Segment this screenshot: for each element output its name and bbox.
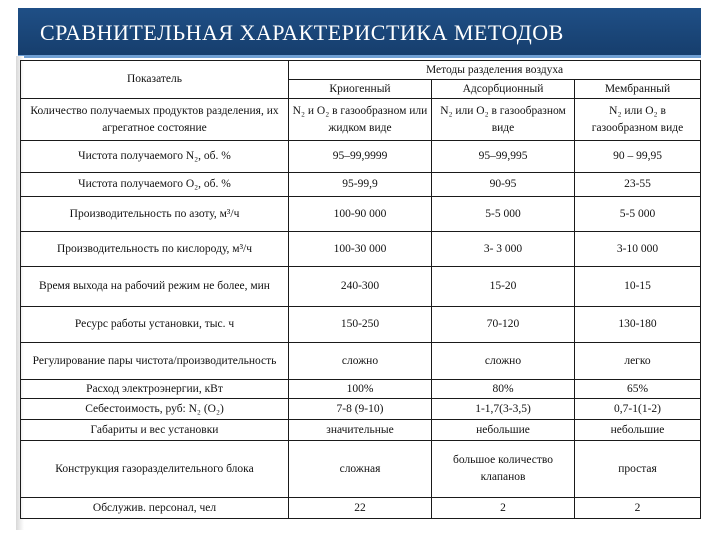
table-row <box>21 141 701 173</box>
row-adsorption: небольшие <box>432 420 575 441</box>
row-property: Чистота получаемого N₂, об. % <box>21 141 289 173</box>
row-property: Производительность по кислороду, м³/ч <box>21 232 289 267</box>
row-cryogenic: N₂ и O₂ в газообразном или жидком виде <box>289 99 432 141</box>
row-membrane: 65% <box>575 380 701 399</box>
row-cryogenic: значительные <box>289 420 432 441</box>
table-row <box>21 399 701 420</box>
table-row <box>21 197 701 232</box>
row-property: Производительность по азоту, м³/ч <box>21 197 289 232</box>
row-membrane: простая <box>575 441 701 498</box>
row-cryogenic: 100-30 000 <box>289 232 432 267</box>
row-cryogenic: 100-90 000 <box>289 197 432 232</box>
row-property: Чистота получаемого O₂, об. % <box>21 173 289 197</box>
table-row <box>21 441 701 498</box>
row-membrane: 2 <box>575 498 701 519</box>
row-property: Ресурс работы установки, тыс. ч <box>21 307 289 343</box>
row-adsorption: 70-120 <box>432 307 575 343</box>
row-adsorption: 80% <box>432 380 575 399</box>
row-property: Себестоимость, руб: N₂ (O₂) <box>21 399 289 420</box>
row-adsorption: 5-5 000 <box>432 197 575 232</box>
header-methods-group: Методы разделения воздуха <box>289 61 701 80</box>
row-membrane: 0,7-1(1-2) <box>575 399 701 420</box>
row-membrane: 3-10 000 <box>575 232 701 267</box>
table-row <box>21 307 701 343</box>
table-row <box>21 99 701 141</box>
table-row <box>21 267 701 307</box>
table-row <box>21 232 701 267</box>
row-cryogenic: сложно <box>289 343 432 380</box>
row-adsorption: 90-95 <box>432 173 575 197</box>
row-property: Регулирование пары чистота/производительность <box>21 343 289 380</box>
table-row <box>21 380 701 399</box>
row-adsorption: 2 <box>432 498 575 519</box>
table-row <box>21 420 701 441</box>
row-membrane: 5-5 000 <box>575 197 701 232</box>
row-membrane: небольшие <box>575 420 701 441</box>
header-property: Показатель <box>21 61 289 99</box>
row-cryogenic: 95-99,9 <box>289 173 432 197</box>
table-row <box>21 498 701 519</box>
row-adsorption: большое количество клапанов <box>432 441 575 498</box>
comparison-table <box>20 60 701 519</box>
row-adsorption: 3- 3 000 <box>432 232 575 267</box>
slide-title: СРАВНИТЕЛЬНАЯ ХАРАКТЕРИСТИКА МЕТОДОВ <box>18 8 701 58</box>
row-membrane: 130-180 <box>575 307 701 343</box>
row-membrane: 90 – 99,95 <box>575 141 701 173</box>
row-cryogenic: 7-8 (9-10) <box>289 399 432 420</box>
row-property: Обслужив. персонал, чел <box>21 498 289 519</box>
row-property: Габариты и вес установки <box>21 420 289 441</box>
row-cryogenic: 100% <box>289 380 432 399</box>
row-property: Количество получаемых продуктов разделения, их агрегатное состояние <box>21 99 289 141</box>
row-property: Конструкция газоразделительного блока <box>21 441 289 498</box>
row-membrane: 23-55 <box>575 173 701 197</box>
row-cryogenic: 240-300 <box>289 267 432 307</box>
row-adsorption: N₂ или O₂ в газообразном виде <box>432 99 575 141</box>
header-membrane: Мембранный <box>575 80 701 99</box>
row-adsorption: 1-1,7(3-3,5) <box>432 399 575 420</box>
table-row <box>21 343 701 380</box>
row-property: Расход электроэнергии, кВт <box>21 380 289 399</box>
row-cryogenic: сложная <box>289 441 432 498</box>
row-adsorption: 95–99,995 <box>432 141 575 173</box>
row-cryogenic: 22 <box>289 498 432 519</box>
header-adsorption: Адсорбционный <box>432 80 575 99</box>
row-adsorption: 15-20 <box>432 267 575 307</box>
row-membrane: легко <box>575 343 701 380</box>
header-cryogenic: Криогенный <box>289 80 432 99</box>
table-row <box>21 173 701 197</box>
row-property: Время выхода на рабочий режим не более, мин <box>21 267 289 307</box>
row-cryogenic: 95–99,9999 <box>289 141 432 173</box>
row-cryogenic: 150-250 <box>289 307 432 343</box>
row-adsorption: сложно <box>432 343 575 380</box>
row-membrane: 10-15 <box>575 267 701 307</box>
row-membrane: N₂ или O₂ в газообразном виде <box>575 99 701 141</box>
